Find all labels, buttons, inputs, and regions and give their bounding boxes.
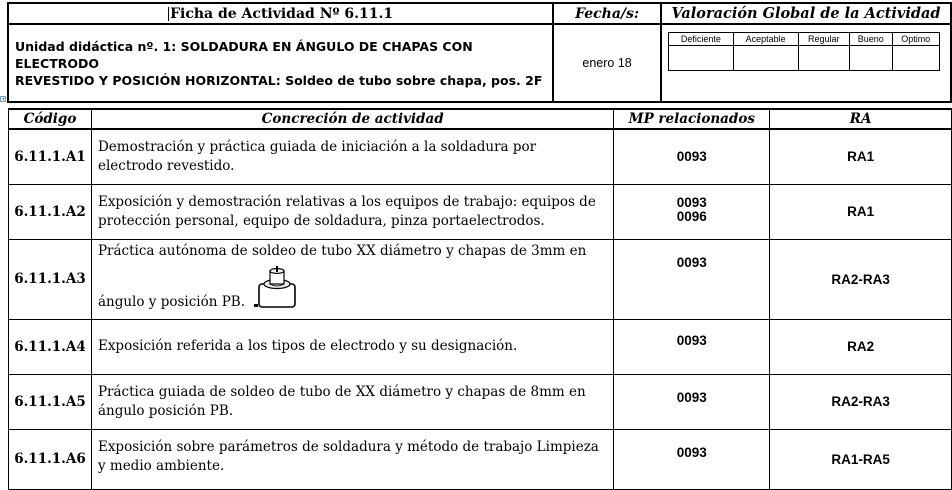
row-code[interactable]: 6.11.1.A5 (9, 374, 92, 429)
col-header-concrecion: Concreción de actividad (91, 109, 613, 129)
unidad-didactica[interactable] (8, 24, 553, 102)
text-cursor (168, 7, 169, 21)
row-mp-value: 0093 (676, 254, 707, 270)
row-ra[interactable]: RA1 (770, 184, 952, 239)
row-mp[interactable] (614, 129, 770, 184)
row-description[interactable] (91, 239, 613, 319)
row-description-line-2: y medio ambiente. (97, 457, 225, 474)
row-description-line-2: protección personal, equipo de soldadura, pinza portaelectrodos. (97, 212, 545, 229)
rating-label-deficiente: Deficiente (669, 33, 734, 46)
table-row (9, 184, 952, 239)
row-description[interactable] (91, 184, 613, 239)
row-mp-value: 0093 (676, 389, 707, 405)
row-ra[interactable]: RA2-RA3 (770, 239, 952, 319)
row-code[interactable]: 6.11.1.A1 (9, 129, 92, 184)
row-ra[interactable]: RA1-RA5 (770, 429, 952, 489)
rating-box-aceptable[interactable] (733, 46, 798, 71)
col-header-ra: RA (770, 109, 952, 129)
fecha-value[interactable]: enero 18 (553, 24, 661, 102)
row-code[interactable]: 6.11.1.A3 (9, 239, 92, 319)
rating-label-bueno: Bueno (849, 33, 892, 46)
row-mp-value: 0093 (676, 332, 707, 348)
table-header-row (9, 109, 952, 129)
rating-box-regular[interactable] (798, 46, 849, 71)
row-description[interactable] (91, 374, 613, 429)
row-description[interactable] (91, 429, 613, 489)
row-description-line-1: Práctica autónoma de soldeo de tubo XX diámetro y chapas de 3mm en (97, 242, 587, 259)
activity-header-table (7, 2, 952, 103)
table-row (9, 239, 952, 319)
activity-title: Ficha de Actividad Nº 6.11.1 (170, 5, 394, 22)
row-mp-value: 0093 (676, 444, 707, 460)
col-header-codigo: Código (9, 109, 92, 129)
rating-label-regular: Regular (798, 33, 849, 46)
row-mp[interactable] (614, 374, 770, 429)
row-description-line-1: Práctica guiada de soldeo de tubo de XX diámetro y chapas de 8mm en (97, 383, 586, 400)
rating-box-bueno[interactable] (849, 46, 892, 71)
row-mp-value-2: 0096 (676, 208, 707, 224)
table-row (9, 129, 952, 184)
row-description-line-1: Exposición sobre parámetros de soldadura y método de trabajo Limpieza (97, 438, 599, 455)
ratings-grid (668, 32, 940, 71)
row-mp[interactable] (614, 184, 770, 239)
rating-label-aceptable: Aceptable (733, 33, 798, 46)
row-description[interactable] (91, 319, 613, 374)
table-row (9, 319, 952, 374)
row-code[interactable]: 6.11.1.A6 (9, 429, 92, 489)
row-ra[interactable]: RA2-RA3 (770, 374, 952, 429)
fecha-label: Fecha/s: (553, 3, 661, 24)
valoracion-cell (661, 24, 951, 102)
row-description-line-1: Exposición y demostración relativas a los equipos de trabajo: equipos de (97, 193, 596, 210)
rating-box-deficiente[interactable] (669, 46, 734, 71)
row-ra[interactable]: RA2 (770, 319, 952, 374)
activities-table (8, 108, 952, 490)
row-code[interactable]: 6.11.1.A4 (9, 319, 92, 374)
pipe-on-plate-icon (248, 265, 296, 317)
row-code[interactable]: 6.11.1.A2 (9, 184, 92, 239)
rating-label-optimo: Optimo (892, 33, 939, 46)
col-header-mp: MP relacionados (614, 109, 770, 129)
row-mp[interactable] (614, 319, 770, 374)
row-mp-value: 0093 (676, 194, 707, 210)
activity-title-cell[interactable] (8, 3, 553, 24)
table-row (9, 374, 952, 429)
row-mp[interactable] (614, 239, 770, 319)
table-row (9, 429, 952, 489)
row-description-line-2: ángulo posición PB. (97, 402, 234, 419)
table-move-handle-icon[interactable]: + (1, 96, 7, 103)
row-description-line-1: Exposición referida a los tipos de electrodo y su designación. (97, 338, 518, 354)
row-ra[interactable]: RA1 (770, 129, 952, 184)
row-mp[interactable] (614, 429, 770, 489)
unidad-line-2: REVESTIDO Y POSICIÓN HORIZONTAL: Soldeo de tubo sobre chapa, pos. 2F (15, 72, 543, 88)
row-description-line-1: Demostración y práctica guiada de iniciación a la soldadura por (97, 139, 537, 155)
row-description-line-2: electrodo revestido. (97, 158, 235, 174)
rating-box-optimo[interactable] (892, 46, 939, 71)
valoracion-label: Valoración Global de la Actividad (661, 3, 951, 24)
unidad-line-1: Unidad didáctica nº. 1: SOLDADURA EN ÁNGULO DE CHAPAS CON ELECTRODO (15, 38, 473, 71)
row-mp-value: 0093 (676, 149, 707, 164)
row-description[interactable] (91, 129, 613, 184)
row-description-line-2: ángulo y posición PB. (97, 293, 246, 310)
